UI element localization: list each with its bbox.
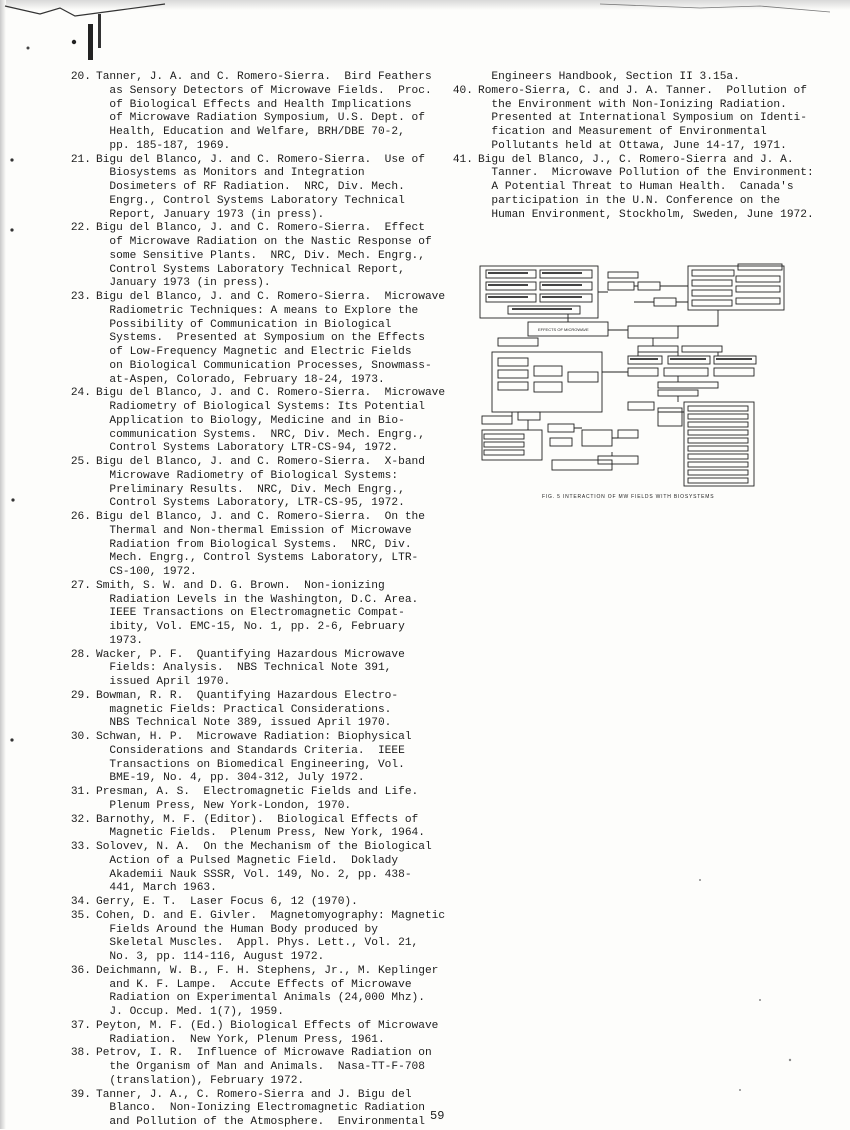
reference-line xyxy=(58,896,443,910)
reference-text: Fields: Analysis. NBS Technical Note 391, xyxy=(96,662,392,675)
reference-line xyxy=(58,745,443,759)
reference-number: 25. xyxy=(70,456,91,468)
reference-line xyxy=(58,305,443,319)
reference-text: Radiometry of Biological Systems: Its Potential xyxy=(96,401,425,413)
reference-line xyxy=(58,951,443,965)
reference-text: Bigu del Blanco, J. and C. Romero-Sierra. On the xyxy=(96,511,425,523)
reference-line xyxy=(58,690,443,704)
reference-text: Deichmann, W. B., F. H. Stephens, Jr., M. Keplinger xyxy=(96,964,439,977)
reference-line xyxy=(58,264,443,278)
reference-text: Wacker, P. F. Quantifying Hazardous Microwave xyxy=(96,648,405,661)
reference-line xyxy=(58,621,443,635)
reference-text: as Sensory Detectors of Microwave Fields. Proc. xyxy=(96,84,432,97)
reference-text: Peyton, M. F. (Ed.) Biological Effects of Microwave xyxy=(96,1019,439,1032)
reference-line xyxy=(440,85,835,99)
reference-text: Systems. Presented at Symposium on the Effects xyxy=(96,332,425,345)
reference-line xyxy=(58,1089,443,1103)
reference-text: Considerations and Standards Criteria. IEEE xyxy=(96,744,405,757)
reference-text: pp. 185-187, 1969. xyxy=(96,139,231,152)
reference-line xyxy=(58,704,443,718)
reference-text: Blanco. Non-Ionizing Electromagnetic Radiation xyxy=(96,1102,425,1115)
reference-number: 37. xyxy=(70,1019,91,1032)
reference-text: Control Systems Laboratory LTR-CS-94, 1972. xyxy=(96,442,399,455)
reference-line xyxy=(58,112,443,126)
reference-line xyxy=(440,195,835,209)
reference-text: and Pollution of the Atmosphere. Environmental xyxy=(96,1116,425,1128)
reference-number: 24. xyxy=(70,387,91,400)
reference-line xyxy=(58,236,443,250)
reference-number: 26. xyxy=(70,511,91,523)
reference-line xyxy=(58,401,443,415)
reference-text: of Microwave Radiation Symposium, U.S. Dept. of xyxy=(96,112,425,125)
reference-line xyxy=(58,181,443,195)
reference-text: CS-100, 1972. xyxy=(96,566,197,578)
reference-text: Action of a Pulsed Magnetic Field. Doklady xyxy=(96,854,399,867)
reference-text: Smith, S. W. and D. G. Brown. Non-ionizing xyxy=(96,579,385,592)
reference-line xyxy=(58,497,443,511)
diagram-center-label: EFFECTS OF MICROWAVE xyxy=(538,327,589,332)
reference-number: 41. xyxy=(452,153,473,166)
reference-text: (translation), February 1972. xyxy=(96,1074,305,1087)
reference-line xyxy=(58,1061,443,1075)
reference-number xyxy=(440,71,478,85)
reference-line xyxy=(440,99,835,113)
reference-text: Presented at International Symposium on Identi- xyxy=(478,112,807,125)
reference-text: IEEE Transactions on Electromagnetic Compat- xyxy=(96,607,405,620)
reference-number: 22. xyxy=(70,222,91,235)
reference-text: Bigu del Blanco, J. and C. Romero-Sierra. X-band xyxy=(96,456,425,468)
reference-number: 31. xyxy=(70,786,91,798)
reference-text: Bigu del Blanco, J. and C. Romero-Sierra. Microwave xyxy=(96,387,446,400)
reference-number: 23. xyxy=(70,291,91,303)
reference-line xyxy=(58,525,443,539)
reference-line xyxy=(58,85,443,99)
reference-text: the Environment with Non-Ionizing Radiation. xyxy=(478,98,787,111)
reference-line xyxy=(58,470,443,484)
reference-line xyxy=(58,277,443,291)
reference-text: Mech. Engrg., Control Systems Laboratory, LTR- xyxy=(96,552,419,565)
reference-text: issued April 1970. xyxy=(96,676,231,688)
reference-line xyxy=(58,319,443,333)
scan-edge-left xyxy=(0,0,6,1129)
reference-line xyxy=(58,291,446,305)
reference-text: the Organism of Man and Animals. Nasa-TT-F-708 xyxy=(96,1061,425,1073)
reference-line xyxy=(58,580,443,594)
figure-caption: FIG. 5 INTERACTION OF MW FIELDS WITH BIOSYSTEMS xyxy=(542,494,715,500)
reference-text: Engrg., Control Systems Laboratory Technical xyxy=(96,194,405,207)
reference-number: 21. xyxy=(70,153,91,166)
reference-text: Dosimeters of RF Radiation. NRC, Div. Mech. xyxy=(96,181,405,193)
reference-line xyxy=(440,181,835,195)
reference-text: on Biological Communication Processes, Snowmass- xyxy=(96,359,432,372)
reference-text: of Low-Frequency Magnetic and Electric Fields xyxy=(96,346,412,358)
reference-text: Presman, A. S. Electromagnetic Fields and Life. xyxy=(96,786,419,798)
reference-line xyxy=(58,965,443,979)
reference-text: Tanner, J. A. and C. Romero-Sierra. Bird Feathers xyxy=(96,71,432,83)
reference-text: A Potential Threat to Human Health. Canada's xyxy=(478,181,794,193)
reference-text: Transactions on Biomedical Engineering, Vol. xyxy=(96,758,405,771)
reference-line xyxy=(58,869,443,883)
reference-line xyxy=(58,909,446,924)
interaction-diagram xyxy=(478,262,793,487)
reference-text: Radiometric Techniques: A means to Explore the xyxy=(96,304,419,317)
reference-line xyxy=(58,332,443,346)
reference-text: Magnetic Fields. Plenum Press, New York, 1964. xyxy=(96,827,425,840)
reference-line xyxy=(58,759,443,773)
reference-text: ibity, Vol. EMC-15, No. 1, pp. 2-6, February xyxy=(96,621,405,633)
reference-text: Tanner. Microwave Pollution of the Environment: xyxy=(478,167,814,180)
reference-line xyxy=(58,566,443,580)
reference-line xyxy=(440,112,835,126)
reference-line xyxy=(58,1006,443,1020)
reference-line xyxy=(58,979,443,993)
reference-line xyxy=(58,140,443,154)
reference-number: 39. xyxy=(70,1088,91,1101)
reference-text: 441, March 1963. xyxy=(96,882,217,895)
reference-text: Bowman, R. R. Quantifying Hazardous Electro- xyxy=(96,689,399,702)
reference-line xyxy=(58,209,443,223)
reference-text: Human Environment, Stockholm, Sweden, June 1972. xyxy=(478,208,814,221)
reference-text: Skeletal Muscles. Appl. Phys. Lett., Vol. 21, xyxy=(96,937,419,950)
reference-line xyxy=(58,250,443,264)
reference-text: January 1973 (in press). xyxy=(96,277,271,290)
reference-line xyxy=(58,841,443,855)
reference-text: Fields Around the Human Body produced by xyxy=(96,923,378,936)
reference-text: Solovev, N. A. On the Mechanism of the Biological xyxy=(96,841,432,853)
reference-text: Bigu del Blanco, J. and C. Romero-Sierra. Effect xyxy=(96,222,425,235)
reference-text: participation in the U.N. Conference on the xyxy=(478,194,781,207)
scan-edge-top xyxy=(0,0,850,10)
reference-text: Barnothy, M. F. (Editor). Biological Effects of xyxy=(96,813,419,826)
reference-text: Cohen, D. and E. Givler. Magnetomyography: Magnetic xyxy=(96,909,446,922)
reference-number: 30. xyxy=(70,731,91,743)
reference-line xyxy=(58,594,443,608)
reference-text: Engineers Handbook, Section II 3.15a. xyxy=(478,71,740,83)
reference-text: No. 3, pp. 114-116, August 1972. xyxy=(96,951,325,963)
reference-line xyxy=(58,607,443,621)
reference-text: Pollutants held at Ottawa, June 14-17, 1971. xyxy=(478,139,787,152)
reference-text: Application to Biology, Medicine and in Bio- xyxy=(96,414,405,427)
reference-line xyxy=(58,855,443,869)
reference-line xyxy=(58,1116,443,1130)
reference-text: fication and Measurement of Environmental xyxy=(478,126,767,138)
reference-text: Radiation. New York, Plenum Press, 1961. xyxy=(96,1033,385,1046)
reference-line xyxy=(58,772,443,786)
reference-text: of Biological Effects and Health Implications xyxy=(96,98,412,111)
reference-line xyxy=(58,717,443,731)
reference-text: Romero-Sierra, C. and J. A. Tanner. Pollution of xyxy=(478,84,807,97)
reference-line xyxy=(58,346,443,360)
reference-line xyxy=(58,222,443,236)
reference-number: 34. xyxy=(70,896,91,908)
reference-text: Plenum Press, New York-London, 1970. xyxy=(96,799,352,812)
reference-line xyxy=(58,1020,443,1034)
reference-line xyxy=(58,814,443,828)
reference-text: Health, Education and Welfare, BRH/DBE 70-2, xyxy=(96,126,405,138)
reference-text: Control Systems Laboratory, LTR-CS-95, 1972. xyxy=(96,497,405,510)
reference-line xyxy=(58,649,443,663)
reference-line xyxy=(58,635,443,649)
reference-text: Preliminary Results. NRC, Div. Mech Engrg., xyxy=(96,483,405,496)
reference-line xyxy=(440,71,835,85)
reference-text: communication Systems. NRC, Div. Mech. Engrg., xyxy=(96,428,425,441)
reference-line xyxy=(440,209,835,223)
reference-text: BME-19, No. 4, pp. 304-312, July 1972. xyxy=(96,772,365,785)
reference-text: magnetic Fields: Practical Considerations. xyxy=(96,703,392,716)
reference-line xyxy=(58,126,443,140)
reference-number: 20. xyxy=(70,71,91,83)
reference-line xyxy=(58,456,443,470)
reference-text: Radiation on Experimental Animals (24,000 Mhz). xyxy=(96,992,425,1005)
reference-line xyxy=(58,415,443,429)
reference-line xyxy=(58,992,443,1006)
reference-text: Radiation from Biological Systems. NRC, Div. xyxy=(96,538,412,551)
reference-line xyxy=(58,552,443,566)
reference-line xyxy=(58,882,443,896)
reference-line xyxy=(58,1075,443,1089)
reference-line xyxy=(58,731,443,745)
reference-line xyxy=(58,662,443,676)
reference-number: 36. xyxy=(70,964,91,977)
reference-line xyxy=(58,167,443,181)
reference-line xyxy=(440,154,835,168)
reference-line xyxy=(58,1047,443,1061)
reference-text: Akademii Nauk SSSR, Vol. 149, No. 2, pp. 438- xyxy=(96,868,412,881)
reference-text: Bigu del Blanco, J. and C. Romero-Sierra. Microwave xyxy=(96,291,446,303)
reference-text: some Sensitive Plants. NRC, Div. Mech. Engrg., xyxy=(96,249,425,262)
reference-line xyxy=(58,1034,443,1048)
references-left-column xyxy=(58,71,446,1130)
reference-text: Schwan, H. P. Microwave Radiation: Biophysical xyxy=(96,731,412,743)
reference-line xyxy=(58,442,443,456)
reference-line xyxy=(58,484,443,498)
reference-line xyxy=(58,71,443,85)
reference-text: NBS Technical Note 389, issued April 1970. xyxy=(96,717,392,730)
reference-line xyxy=(58,360,443,374)
reference-text: Microwave Radiometry of Biological Systems: xyxy=(96,469,399,482)
reference-text: 1973. xyxy=(96,634,143,647)
reference-line xyxy=(58,99,443,113)
reference-line xyxy=(58,429,443,443)
reference-line xyxy=(58,154,443,168)
reference-line xyxy=(58,387,446,401)
reference-number: 29. xyxy=(70,689,91,702)
reference-line xyxy=(58,924,443,938)
reference-line xyxy=(440,126,835,140)
reference-text: Possibility of Communication in Biological xyxy=(96,318,392,331)
page-number: 59 xyxy=(430,1109,445,1123)
reference-text: Tanner, J. A., C. Romero-Sierra and J. Bigu del xyxy=(96,1088,412,1101)
reference-text: Bigu del Blanco, J., C. Romero-Sierra and J. A. xyxy=(478,153,794,166)
reference-text: Petrov, I. R. Influence of Microwave Radiation on xyxy=(96,1047,432,1060)
reference-line xyxy=(58,195,443,209)
reference-line xyxy=(58,937,443,951)
reference-number: 38. xyxy=(70,1047,91,1060)
reference-number: 40. xyxy=(452,84,473,97)
reference-number: 27. xyxy=(70,579,91,592)
reference-text: Radiation Levels in the Washington, D.C. Area. xyxy=(96,593,419,606)
reference-number: 35. xyxy=(70,909,91,922)
reference-line xyxy=(440,140,835,154)
references-right-column xyxy=(440,71,835,222)
reference-text: Bigu del Blanco, J. and C. Romero-Sierra. Use of xyxy=(96,153,425,166)
reference-line xyxy=(58,676,443,690)
reference-line xyxy=(58,539,443,553)
reference-text: Report, January 1973 (in press). xyxy=(96,208,325,221)
reference-text: Biosystems as Monitors and Integration xyxy=(96,167,365,180)
reference-line xyxy=(440,167,835,181)
reference-number: 32. xyxy=(70,813,91,826)
reference-text: Thermal and Non-thermal Emission of Microwave xyxy=(96,524,412,537)
reference-text: of Microwave Radiation on the Nastic Response of xyxy=(96,236,432,248)
reference-text: at-Aspen, Colorado, February 18-24, 1973. xyxy=(96,373,385,386)
reference-text: Control Systems Laboratory Technical Report, xyxy=(96,263,405,276)
reference-line xyxy=(58,374,443,388)
reference-line xyxy=(58,511,443,525)
reference-line xyxy=(58,1102,443,1116)
reference-number: 28. xyxy=(70,648,91,661)
reference-text: J. Occup. Med. 1(7), 1959. xyxy=(96,1006,284,1018)
reference-text: Gerry, E. T. Laser Focus 6, 12 (1970). xyxy=(96,896,358,908)
reference-line xyxy=(58,786,443,800)
reference-line xyxy=(58,827,443,841)
reference-text: and K. F. Lampe. Accute Effects of Microwave xyxy=(96,978,412,991)
reference-number: 33. xyxy=(70,841,91,853)
reference-line xyxy=(58,800,443,814)
